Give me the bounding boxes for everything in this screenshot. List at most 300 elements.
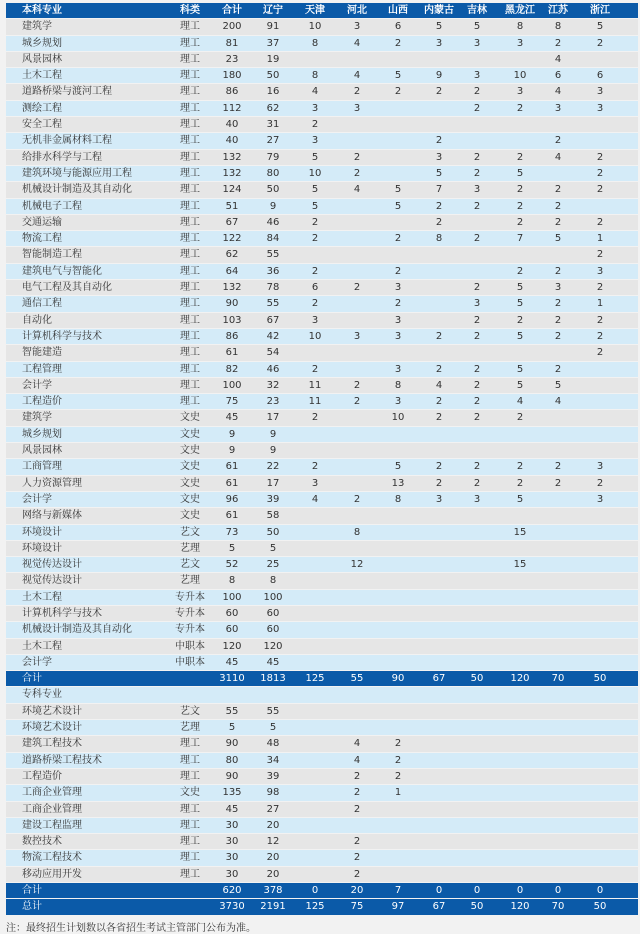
cell-value: 17 bbox=[266, 412, 280, 424]
cell-value: 0 bbox=[554, 885, 562, 897]
cell-value: 4 bbox=[554, 53, 562, 65]
cell-value: 2 bbox=[394, 298, 402, 310]
cell-value: 8 bbox=[311, 37, 319, 49]
cell-major: 建筑工程技术 bbox=[22, 738, 82, 750]
cell-major: 土木工程 bbox=[22, 70, 62, 82]
cell-value: 5 bbox=[516, 282, 524, 294]
cell-value: 132 bbox=[222, 282, 242, 294]
cell-major: 物流工程 bbox=[22, 233, 62, 245]
cell-value: 91 bbox=[266, 21, 280, 33]
cell-value: 75 bbox=[350, 901, 364, 913]
cell-value: 84 bbox=[266, 233, 280, 245]
cell-value: 3 bbox=[353, 21, 361, 33]
cell-category: 理工 bbox=[180, 216, 200, 228]
cell-value: 2 bbox=[311, 298, 319, 310]
cell-major: 会计学 bbox=[22, 379, 52, 391]
cell-value: 96 bbox=[225, 493, 239, 505]
cell-value: 2 bbox=[516, 216, 524, 228]
cell-value: 3 bbox=[554, 282, 562, 294]
cell-value: 86 bbox=[225, 86, 239, 98]
cell-value: 55 bbox=[266, 298, 280, 310]
cell-value: 23 bbox=[225, 53, 239, 65]
cell-major: 风景园林 bbox=[22, 53, 62, 65]
cell-value: 2 bbox=[554, 477, 562, 489]
cell-value: 8 bbox=[311, 70, 319, 82]
cell-major: 视觉传达设计 bbox=[22, 575, 82, 587]
cell-major: 测绘工程 bbox=[22, 102, 62, 114]
cell-value: 2 bbox=[435, 135, 443, 147]
cell-value: 8 bbox=[269, 575, 277, 587]
cell-value: 5 bbox=[554, 233, 562, 245]
cell-major: 工商企业管理 bbox=[22, 787, 82, 799]
cell-category: 理工 bbox=[180, 184, 200, 196]
cell-value: 2 bbox=[311, 363, 319, 375]
table-row bbox=[6, 101, 638, 116]
cell-value: 4 bbox=[353, 738, 361, 750]
cell-value: 7 bbox=[394, 885, 402, 897]
cell-major: 计算机科学与技术 bbox=[22, 330, 102, 342]
cell-value: 吉林 bbox=[467, 5, 487, 16]
cell-value: 0 bbox=[516, 885, 524, 897]
cell-value: 90 bbox=[391, 673, 405, 685]
cell-value: 2 bbox=[311, 216, 319, 228]
cell-value: 378 bbox=[263, 885, 283, 897]
cell-category: 理工 bbox=[180, 330, 200, 342]
cell-major: 电气工程及其自动化 bbox=[22, 282, 112, 294]
cell-value: 4 bbox=[311, 493, 319, 505]
cell-value: 2 bbox=[311, 461, 319, 473]
cell-value: 23 bbox=[266, 396, 280, 408]
cell-value: 2 bbox=[554, 37, 562, 49]
cell-value: 9 bbox=[435, 70, 443, 82]
cell-value: 2 bbox=[554, 265, 562, 277]
cell-major: 本科专业 bbox=[22, 5, 62, 16]
cell-value: 2 bbox=[435, 461, 443, 473]
table-row bbox=[6, 590, 638, 605]
cell-value: 3 bbox=[311, 314, 319, 326]
cell-value: 103 bbox=[222, 314, 242, 326]
cell-value: 5 bbox=[516, 493, 524, 505]
cell-major: 机械电子工程 bbox=[22, 200, 82, 212]
table-row bbox=[6, 247, 638, 262]
cell-major: 风景园林 bbox=[22, 445, 62, 457]
cell-value: 3 bbox=[394, 282, 402, 294]
cell-value: 55 bbox=[266, 705, 280, 717]
cell-major: 建设工程监理 bbox=[22, 819, 82, 831]
cell-value: 2 bbox=[596, 330, 604, 342]
cell-value: 19 bbox=[266, 53, 280, 65]
cell-major: 环境艺术设计 bbox=[22, 722, 82, 734]
cell-category: 理工 bbox=[180, 836, 200, 848]
cell-category: 文史 bbox=[180, 412, 200, 424]
cell-value: 67 bbox=[225, 216, 239, 228]
cell-category: 艺理 bbox=[180, 542, 200, 554]
cell-value: 2 bbox=[596, 184, 604, 196]
cell-value: 2 bbox=[554, 184, 562, 196]
cell-category: 文史 bbox=[180, 445, 200, 457]
table-row bbox=[6, 508, 638, 523]
cell-value: 1 bbox=[596, 298, 604, 310]
cell-value: 10 bbox=[513, 70, 527, 82]
cell-value: 3 bbox=[394, 330, 402, 342]
cell-value: 42 bbox=[266, 330, 280, 342]
cell-value: 6 bbox=[394, 21, 402, 33]
cell-value: 8 bbox=[435, 233, 443, 245]
cell-value: 2 bbox=[394, 37, 402, 49]
table-row bbox=[6, 492, 638, 507]
cell-value: 4 bbox=[311, 86, 319, 98]
cell-category: 中职本 bbox=[175, 640, 205, 652]
table-row bbox=[6, 476, 638, 491]
cell-value: 2 bbox=[353, 396, 361, 408]
cell-category: 专升本 bbox=[175, 607, 205, 619]
cell-value: 2 bbox=[516, 151, 524, 163]
cell-value: 27 bbox=[266, 803, 280, 815]
table-row bbox=[6, 720, 638, 735]
cell-category: 理工 bbox=[180, 167, 200, 179]
cell-major: 工程造价 bbox=[22, 770, 62, 782]
table-row bbox=[6, 850, 638, 865]
cell-value: 5 bbox=[394, 184, 402, 196]
cell-value: 内蒙古 bbox=[424, 5, 454, 16]
cell-category: 专升本 bbox=[175, 591, 205, 603]
cell-value: 2 bbox=[473, 396, 481, 408]
cell-value: 30 bbox=[225, 852, 239, 864]
table-row bbox=[6, 68, 638, 83]
cell-value: 80 bbox=[225, 754, 239, 766]
table-header bbox=[6, 3, 638, 18]
cell-category: 文史 bbox=[180, 461, 200, 473]
cell-value: 2 bbox=[596, 167, 604, 179]
cell-value: 620 bbox=[222, 885, 242, 897]
cell-major: 工程管理 bbox=[22, 363, 62, 375]
cell-value: 17 bbox=[266, 477, 280, 489]
cell-value: 2 bbox=[516, 477, 524, 489]
cell-value: 0 bbox=[473, 885, 481, 897]
cell-value: 12 bbox=[350, 559, 364, 571]
cell-value: 2 bbox=[516, 200, 524, 212]
table-row bbox=[6, 655, 638, 670]
cell-value: 2 bbox=[473, 412, 481, 424]
cell-value: 3 bbox=[311, 102, 319, 114]
cell-major: 物流工程技术 bbox=[22, 852, 82, 864]
cell-value: 3 bbox=[394, 363, 402, 375]
cell-value: 3 bbox=[435, 37, 443, 49]
cell-value: 3 bbox=[435, 151, 443, 163]
cell-value: 16 bbox=[266, 86, 280, 98]
cell-value: 50 bbox=[593, 673, 607, 685]
cell-value: 2 bbox=[473, 233, 481, 245]
table-row bbox=[6, 459, 638, 474]
table-row bbox=[6, 280, 638, 295]
cell-value: 3 bbox=[353, 330, 361, 342]
cell-value: 2 bbox=[435, 330, 443, 342]
cell-category: 理工 bbox=[180, 396, 200, 408]
table-row bbox=[6, 84, 638, 99]
cell-value: 2 bbox=[353, 167, 361, 179]
cell-value: 112 bbox=[222, 102, 242, 114]
cell-value: 5 bbox=[394, 200, 402, 212]
cell-value: 4 bbox=[353, 37, 361, 49]
cell-value: 8 bbox=[554, 21, 562, 33]
cell-value: 2 bbox=[353, 803, 361, 815]
cell-value: 2 bbox=[394, 754, 402, 766]
table-row bbox=[6, 231, 638, 246]
cell-value: 82 bbox=[225, 363, 239, 375]
cell-value: 55 bbox=[350, 673, 364, 685]
cell-value: 61 bbox=[225, 477, 239, 489]
cell-category: 文史 bbox=[180, 477, 200, 489]
cell-value: 67 bbox=[432, 673, 446, 685]
cell-value: 51 bbox=[225, 200, 239, 212]
cell-value: 4 bbox=[554, 396, 562, 408]
table-row bbox=[6, 541, 638, 556]
cell-value: 10 bbox=[391, 412, 405, 424]
cell-value: 5 bbox=[394, 461, 402, 473]
cell-value: 2 bbox=[516, 461, 524, 473]
cell-value: 100 bbox=[263, 591, 283, 603]
cell-value: 5 bbox=[473, 21, 481, 33]
cell-value: 15 bbox=[513, 559, 527, 571]
cell-value: 3 bbox=[554, 102, 562, 114]
cell-value: 2 bbox=[516, 102, 524, 114]
cell-value: 2 bbox=[473, 86, 481, 98]
table-row bbox=[6, 215, 638, 230]
cell-value: 100 bbox=[222, 379, 242, 391]
cell-value: 8 bbox=[394, 379, 402, 391]
cell-value: 20 bbox=[266, 852, 280, 864]
table-row bbox=[6, 329, 638, 344]
cell-value: 81 bbox=[225, 37, 239, 49]
cell-value: 2 bbox=[353, 151, 361, 163]
cell-value: 5 bbox=[596, 21, 604, 33]
cell-value: 67 bbox=[266, 314, 280, 326]
cell-value: 46 bbox=[266, 216, 280, 228]
table-row bbox=[6, 166, 638, 181]
cell-value: 3 bbox=[394, 314, 402, 326]
table-row bbox=[6, 818, 638, 833]
cell-value: 55 bbox=[266, 249, 280, 261]
cell-category: 理工 bbox=[180, 37, 200, 49]
vocational-total-row bbox=[6, 883, 638, 898]
table-row bbox=[6, 150, 638, 165]
cell-value: 2 bbox=[435, 363, 443, 375]
cell-value: 50 bbox=[470, 901, 484, 913]
cell-major: 给排水科学与工程 bbox=[22, 151, 102, 163]
cell-value: 2 bbox=[554, 314, 562, 326]
table-row bbox=[6, 313, 638, 328]
cell-value: 2191 bbox=[260, 901, 286, 913]
cell-value: 120 bbox=[222, 640, 242, 652]
table-row bbox=[6, 443, 638, 458]
footnote: 注：最终招生计划数以各省招生考试主管部门公布为准。 bbox=[6, 922, 256, 934]
cell-value: 2 bbox=[353, 493, 361, 505]
cell-category: 理工 bbox=[180, 119, 200, 131]
cell-value: 2 bbox=[435, 412, 443, 424]
cell-category: 理工 bbox=[180, 298, 200, 310]
cell-value: 2 bbox=[394, 738, 402, 750]
cell-value: 5 bbox=[435, 167, 443, 179]
cell-value: 4 bbox=[554, 86, 562, 98]
cell-major: 人力资源管理 bbox=[22, 477, 82, 489]
cell-value: 2 bbox=[394, 233, 402, 245]
cell-value: 15 bbox=[513, 526, 527, 538]
cell-value: 61 bbox=[225, 461, 239, 473]
cell-value: 80 bbox=[266, 167, 280, 179]
cell-category: 理工 bbox=[180, 770, 200, 782]
cell-value: 2 bbox=[311, 412, 319, 424]
cell-value: 73 bbox=[225, 526, 239, 538]
cell-value: 9 bbox=[228, 428, 236, 440]
cell-major: 无机非金属材料工程 bbox=[22, 135, 112, 147]
cell-major: 移动应用开发 bbox=[22, 868, 82, 880]
cell-value: 62 bbox=[266, 102, 280, 114]
cell-value: 27 bbox=[266, 135, 280, 147]
cell-major: 环境设计 bbox=[22, 542, 62, 554]
cell-value: 2 bbox=[435, 200, 443, 212]
cell-category: 艺文 bbox=[180, 705, 200, 717]
cell-value: 浙江 bbox=[590, 5, 610, 16]
cell-value: 3730 bbox=[219, 901, 245, 913]
cell-value: 0 bbox=[435, 885, 443, 897]
cell-value: 2 bbox=[596, 314, 604, 326]
cell-value: 70 bbox=[551, 901, 565, 913]
cell-value: 河北 bbox=[347, 5, 367, 16]
cell-category: 理工 bbox=[180, 803, 200, 815]
table-row bbox=[6, 736, 638, 751]
cell-value: 3 bbox=[473, 298, 481, 310]
cell-value: 62 bbox=[225, 249, 239, 261]
cell-value: 30 bbox=[225, 836, 239, 848]
cell-major: 环境艺术设计 bbox=[22, 705, 82, 717]
table-row bbox=[6, 199, 638, 214]
cell-value: 2 bbox=[353, 787, 361, 799]
cell-value: 125 bbox=[305, 673, 325, 685]
cell-value: 5 bbox=[516, 167, 524, 179]
cell-value: 70 bbox=[551, 673, 565, 685]
cell-value: 50 bbox=[593, 901, 607, 913]
cell-value: 2 bbox=[554, 461, 562, 473]
cell-category: 专升本 bbox=[175, 624, 205, 636]
cell-major: 数控技术 bbox=[22, 836, 62, 848]
cell-major: 城乡规划 bbox=[22, 428, 62, 440]
cell-value: 11 bbox=[308, 379, 322, 391]
cell-value: 1 bbox=[596, 233, 604, 245]
cell-value: 3 bbox=[311, 477, 319, 489]
cell-value: 2 bbox=[473, 363, 481, 375]
cell-category: 文史 bbox=[180, 493, 200, 505]
cell-value: 52 bbox=[225, 559, 239, 571]
vocational-section-header bbox=[6, 687, 638, 702]
cell-value: 90 bbox=[225, 298, 239, 310]
table-row bbox=[6, 753, 638, 768]
cell-value: 2 bbox=[353, 282, 361, 294]
cell-value: 2 bbox=[596, 37, 604, 49]
table-row bbox=[6, 867, 638, 882]
cell-value: 30 bbox=[225, 868, 239, 880]
cell-value: 0 bbox=[311, 885, 319, 897]
cell-major: 建筑环境与能源应用工程 bbox=[22, 167, 132, 179]
table-row bbox=[6, 410, 638, 425]
cell-value: 180 bbox=[222, 70, 242, 82]
cell-value: 60 bbox=[266, 607, 280, 619]
cell-value: 2 bbox=[473, 379, 481, 391]
cell-value: 2 bbox=[596, 216, 604, 228]
cell-major: 总计 bbox=[22, 901, 42, 913]
cell-value: 2 bbox=[596, 477, 604, 489]
cell-value: 2 bbox=[554, 135, 562, 147]
cell-category: 科类 bbox=[180, 5, 200, 16]
cell-major: 建筑电气与智能化 bbox=[22, 265, 102, 277]
cell-value: 4 bbox=[554, 151, 562, 163]
cell-value: 50 bbox=[470, 673, 484, 685]
cell-category: 理工 bbox=[180, 53, 200, 65]
cell-value: 5 bbox=[516, 298, 524, 310]
cell-value: 90 bbox=[225, 738, 239, 750]
cell-value: 6 bbox=[554, 70, 562, 82]
cell-value: 3 bbox=[596, 86, 604, 98]
cell-category: 理工 bbox=[180, 233, 200, 245]
cell-value: 60 bbox=[225, 624, 239, 636]
cell-category: 理工 bbox=[180, 135, 200, 147]
cell-major: 道路桥梁与渡河工程 bbox=[22, 86, 112, 98]
cell-value: 39 bbox=[266, 493, 280, 505]
cell-value: 5 bbox=[228, 542, 236, 554]
cell-value: 1 bbox=[394, 787, 402, 799]
cell-major: 自动化 bbox=[22, 314, 52, 326]
cell-value: 7 bbox=[516, 233, 524, 245]
cell-value: 2 bbox=[353, 868, 361, 880]
table-row bbox=[6, 345, 638, 360]
cell-value: 5 bbox=[516, 330, 524, 342]
cell-value: 2 bbox=[516, 265, 524, 277]
cell-value: 1813 bbox=[260, 673, 286, 685]
cell-major: 视觉传达设计 bbox=[22, 559, 82, 571]
cell-value: 4 bbox=[353, 754, 361, 766]
cell-value: 9 bbox=[269, 445, 277, 457]
cell-value: 120 bbox=[510, 673, 530, 685]
cell-value: 5 bbox=[554, 379, 562, 391]
cell-major: 土木工程 bbox=[22, 640, 62, 652]
cell-value: 4 bbox=[353, 70, 361, 82]
cell-value: 20 bbox=[350, 885, 364, 897]
cell-value: 8 bbox=[353, 526, 361, 538]
cell-category: 理工 bbox=[180, 70, 200, 82]
cell-value: 9 bbox=[228, 445, 236, 457]
cell-value: 2 bbox=[516, 314, 524, 326]
cell-value: 3 bbox=[516, 86, 524, 98]
cell-value: 5 bbox=[311, 200, 319, 212]
cell-value: 9 bbox=[269, 428, 277, 440]
table-row bbox=[6, 785, 638, 800]
cell-category: 艺理 bbox=[180, 722, 200, 734]
cell-major: 工商管理 bbox=[22, 461, 62, 473]
cell-value: 8 bbox=[516, 21, 524, 33]
cell-value: 30 bbox=[225, 819, 239, 831]
cell-major: 工商企业管理 bbox=[22, 803, 82, 815]
cell-value: 36 bbox=[266, 265, 280, 277]
table-row bbox=[6, 36, 638, 51]
cell-value: 25 bbox=[266, 559, 280, 571]
table-row bbox=[6, 427, 638, 442]
cell-value: 3 bbox=[596, 461, 604, 473]
cell-major: 通信工程 bbox=[22, 298, 62, 310]
cell-value: 3 bbox=[473, 493, 481, 505]
table-row bbox=[6, 296, 638, 311]
cell-value: 2 bbox=[516, 184, 524, 196]
cell-major: 计算机科学与技术 bbox=[22, 607, 102, 619]
cell-value: 3 bbox=[353, 102, 361, 114]
